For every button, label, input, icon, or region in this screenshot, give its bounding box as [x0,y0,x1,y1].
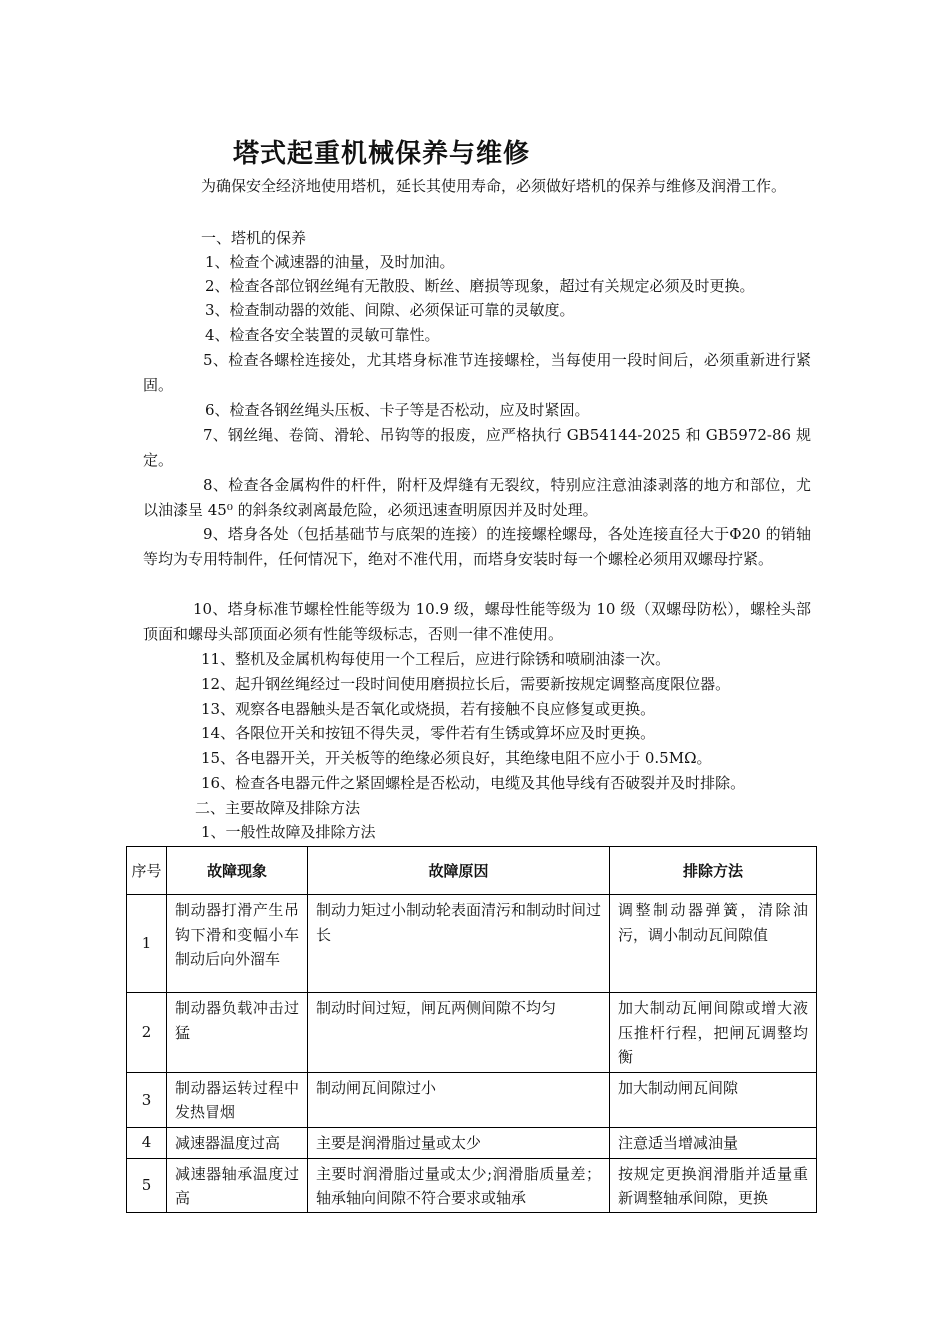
row-symptom-cell [167,1158,308,1212]
maintenance-item-2: 2、检查各部位钢丝绳有无散股、断丝、磨损等现象，超过有关规定必须及时更换。 [205,277,755,295]
section-2-heading: 二、主要故障及排除方法 [195,799,361,817]
table-row [127,1127,817,1158]
row-symptom: 制动器负载冲击过猛 [167,993,308,1073]
row-cause: 制动闸瓦间隙过小 [308,1072,610,1127]
maintenance-item-7: 7、钢丝绳、卷筒、滑轮、吊钩等的报废，应严格执行 GB54144-2025 和 GB5972-86 规定。 [143,426,811,469]
row-cause: 主要时润滑脂过量或太少;润滑脂质量差；轴承轴向间隙不符合要求或轴承 [316,1164,601,1208]
table-header-row [127,847,817,895]
row-number: 1 [127,895,167,993]
header-seq: 序号 [127,847,167,895]
table-row [127,1072,817,1127]
row-number: 3 [127,1072,167,1127]
fault-table [126,846,817,1213]
row-cause: 制动力矩过小制动轮表面清污和制动时间过长 [308,895,610,993]
maintenance-item-10: 10、塔身标准节螺栓性能等级为 10.9 级，螺母性能等级为 10 级（双螺母防松），螺栓头部顶面和螺母头部顶面必须有性能等级标志，否则一律不准使用。 [143,600,811,643]
maintenance-item-15: 15、各电器开关，开关板等的绝缘必须良好，其绝缘电阻不应小于 0.5MΩ。 [201,749,712,767]
row-number: 4 [127,1127,167,1158]
row-symptom: 减速器轴承温度过高 [175,1164,299,1208]
header-cause: 故障原因 [308,847,610,895]
maintenance-item-5: 5、检查各螺栓连接处，尤其塔身标准节连接螺栓，当每使用一段时间后，必须重新进行紧固。 [143,351,811,394]
document-title: 塔式起重机械保养与维修 [233,139,531,169]
row-cause: 主要是润滑脂过量或太少 [308,1127,610,1158]
section-1-heading: 一、塔机的保养 [201,229,307,247]
maintenance-item-12: 12、起升钢丝绳经过一段时间使用磨损拉长后，需要新按规定调整高度限位器。 [201,675,731,693]
row-symptom: 制动器打滑产生吊钩下滑和变幅小车制动后向外溜车 [167,895,308,993]
row-remedy: 调整制动器弹簧，清除油污，调小制动瓦间隙值 [610,895,817,993]
row-cause-cell [308,1158,610,1212]
header-remedy: 排除方法 [610,847,817,895]
row-remedy: 注意适当增减油量 [610,1127,817,1158]
row-symptom: 制动器运转过程中发热冒烟 [167,1072,308,1127]
maintenance-item-8: 8、检查各金属构件的杆件，附杆及焊缝有无裂纹，特别应注意油漆剥落的地方和部位，尤以油漆呈 45⁰ 的斜条纹剥离最危险，必须迅速查明原因并及时处理。 [143,476,811,519]
maintenance-item-4: 4、检查各安全装置的灵敏可靠性。 [205,326,440,344]
table-row [127,1158,817,1212]
maintenance-item-6: 6、检查各钢丝绳头压板、卡子等是否松动，应及时紧固。 [205,401,590,419]
maintenance-item-14: 14、各限位开关和按钮不得失灵，零件若有生锈或算坏应及时更换。 [201,724,656,742]
row-number: 2 [127,993,167,1073]
maintenance-item-11: 11、整机及金属机构每使用一个工程后，应进行除锈和喷刷油漆一次。 [201,650,671,668]
row-number: 5 [127,1158,167,1212]
row-symptom: 减速器温度过高 [167,1127,308,1158]
row-remedy: 加大制动瓦闸间隙或增大液压推杆行程，把闸瓦调整均衡 [610,993,817,1073]
maintenance-item-13: 13、观察各电器触头是否氧化或烧损，若有接触不良应修复或更换。 [201,700,656,718]
table-row [127,895,817,993]
intro-paragraph: 为确保安全经济地使用塔机，延长其使用寿命，必须做好塔机的保养与维修及润滑工作。 [201,177,787,195]
maintenance-item-9: 9、塔身各处（包括基础节与底架的连接）的连接螺栓螺母，各处连接直径大于Φ20 的销轴等均为专用特制件，任何情况下，绝对不准代用，而塔身安装时每一个螺栓必须用双螺母拧紧。 [143,525,811,568]
maintenance-item-1: 1、检查个减速器的油量，及时加油。 [205,253,455,271]
maintenance-item-3: 3、检查制动器的效能、间隙、必须保证可靠的灵敏度。 [205,301,575,319]
row-remedy: 按规定更换润滑脂并适量重新调整轴承间隙，更换 [618,1164,808,1208]
row-cause: 制动时间过短，闸瓦两侧间隙不均匀 [308,993,610,1073]
header-symptom: 故障现象 [167,847,308,895]
row-remedy-cell [610,1158,817,1212]
maintenance-item-16: 16、检查各电器元件之紧固螺栓是否松动，电缆及其他导线有否破裂并及时排除。 [201,774,746,792]
row-remedy: 加大制动闸瓦间隙 [610,1072,817,1127]
section-2-subheading: 1、一般性故障及排除方法 [201,823,376,841]
table-row [127,993,817,1073]
